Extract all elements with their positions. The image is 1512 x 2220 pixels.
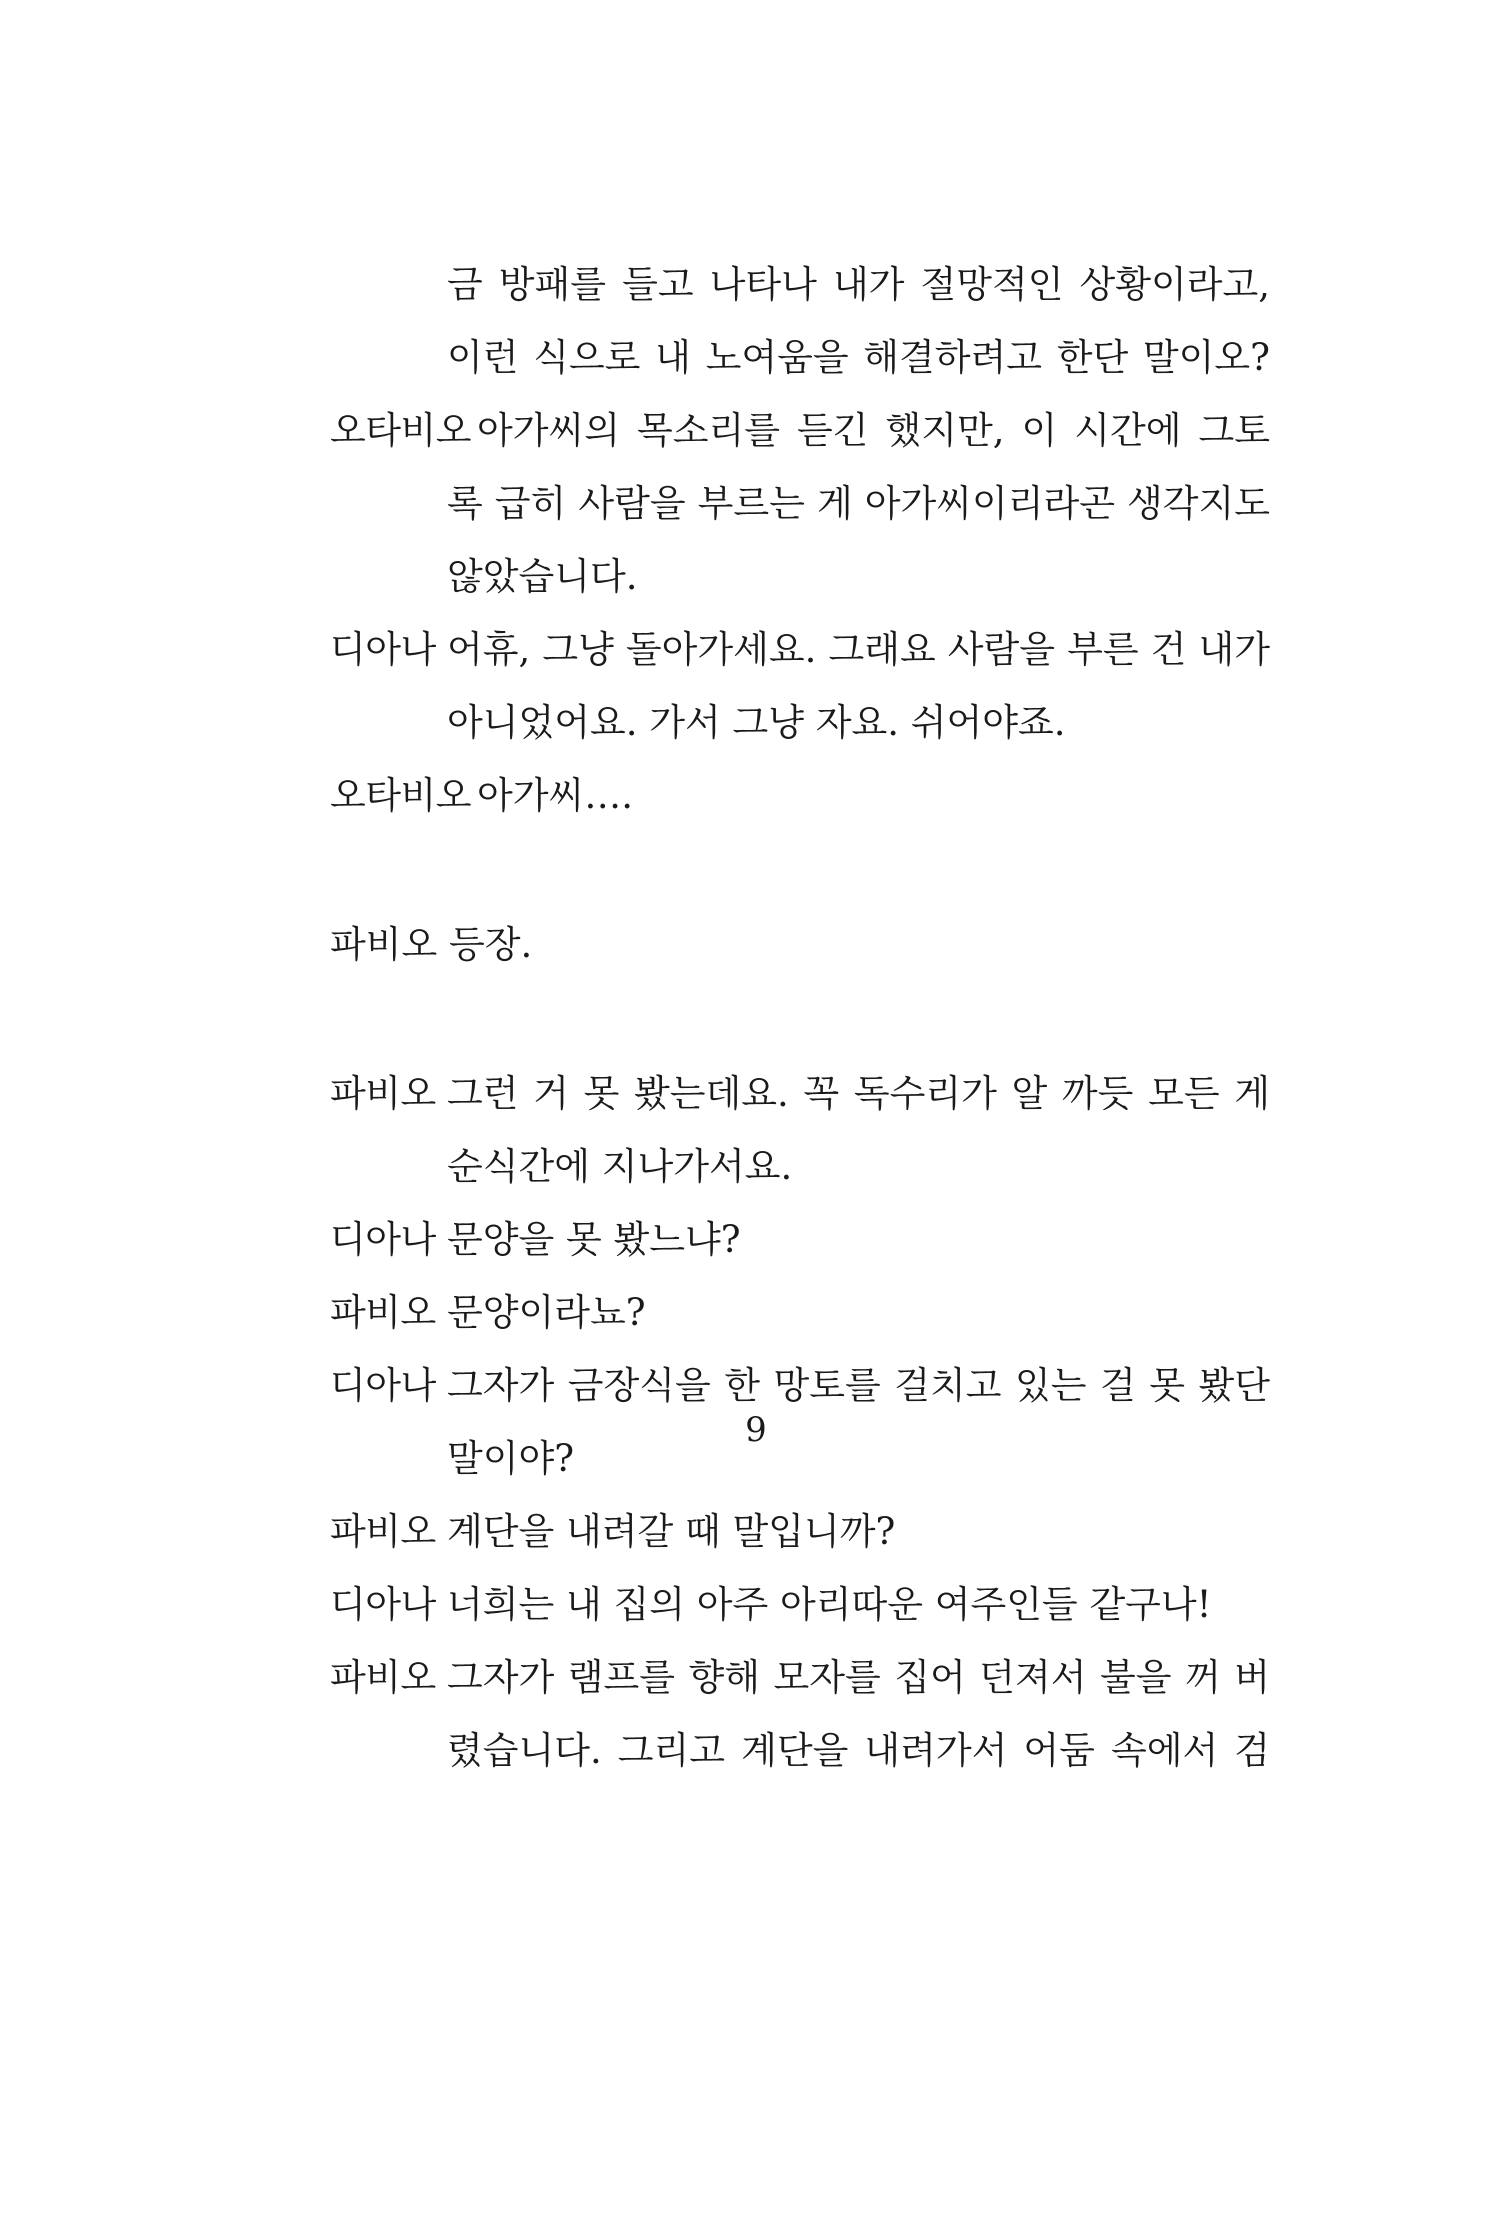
speech-text: 그자가 금장식을 한 망토를 걸치고 있는 걸 못 봤단 bbox=[447, 1364, 1270, 1407]
speaker-label: 파비오 bbox=[330, 1072, 436, 1115]
script-line bbox=[330, 248, 1270, 321]
speech-text: 어휴, 그냥 돌아가세요. 그래요 사람을 부른 건 내가 bbox=[447, 628, 1270, 671]
speech-text: 그런 거 못 봤는데요. 꼭 독수리가 알 까듯 모든 게 bbox=[447, 1072, 1270, 1115]
speaker-label: 디아나 bbox=[330, 1583, 436, 1626]
script-line bbox=[330, 686, 1270, 759]
speech-text: 계단을 내려갈 때 말입니까? bbox=[447, 1510, 896, 1553]
speaker-label: 오타비오 bbox=[330, 409, 471, 452]
script-line bbox=[330, 1276, 1270, 1349]
speaker-label: 디아나 bbox=[330, 1364, 436, 1407]
spacer bbox=[330, 832, 1270, 908]
script-line bbox=[330, 1568, 1270, 1641]
script-line bbox=[330, 759, 1270, 832]
script-line bbox=[330, 1714, 1270, 1787]
stage-direction: 파비오 등장. bbox=[330, 923, 533, 966]
speech-text: 아가씨…. bbox=[477, 774, 633, 817]
script-line bbox=[330, 1130, 1270, 1203]
speech-text: 문양을 못 봤느냐? bbox=[447, 1218, 741, 1261]
speech-text: 이런 식으로 내 노여움을 해결하려고 한단 말이오? bbox=[447, 336, 1270, 379]
speaker-label: 파비오 bbox=[330, 1291, 436, 1334]
script-line bbox=[330, 1203, 1270, 1276]
script-line bbox=[330, 613, 1270, 686]
speech-text: 순식간에 지나가서요. bbox=[447, 1145, 793, 1188]
page-number: 9 bbox=[745, 1410, 767, 1450]
speech-text: 렸습니다. 그리고 계단을 내려가서 어둠 속에서 검 bbox=[447, 1729, 1270, 1772]
script-line bbox=[330, 540, 1270, 613]
speaker-label: 오타비오 bbox=[330, 774, 471, 817]
speaker-label: 파비오 bbox=[330, 1656, 436, 1699]
script-line bbox=[330, 1495, 1270, 1568]
spacer bbox=[330, 981, 1270, 1057]
speech-text: 록 급히 사람을 부르는 게 아가씨이리라곤 생각지도 bbox=[447, 482, 1270, 525]
speech-text: 않았습니다. bbox=[447, 555, 638, 598]
script-line bbox=[330, 394, 1270, 467]
script-line bbox=[330, 1057, 1270, 1130]
speech-text: 아니었어요. 가서 그냥 자요. 쉬어야죠. bbox=[447, 701, 1066, 744]
speech-text: 말이야? bbox=[447, 1437, 575, 1480]
script-line bbox=[330, 1641, 1270, 1714]
speaker-label: 디아나 bbox=[330, 628, 436, 671]
speech-text: 너희는 내 집의 아주 아리따운 여주인들 같구나! bbox=[447, 1583, 1212, 1626]
speech-text: 문양이라뇨? bbox=[447, 1291, 646, 1334]
script-body bbox=[330, 248, 1270, 1787]
speech-text: 아가씨의 목소리를 듣긴 했지만, 이 시간에 그토 bbox=[477, 409, 1270, 452]
speaker-label: 디아나 bbox=[330, 1218, 436, 1261]
script-line bbox=[330, 467, 1270, 540]
speech-text: 그자가 램프를 향해 모자를 집어 던져서 불을 꺼 버 bbox=[447, 1656, 1270, 1699]
speaker-label: 파비오 bbox=[330, 1510, 436, 1553]
script-line bbox=[330, 321, 1270, 394]
speech-text: 금 방패를 들고 나타나 내가 절망적인 상황이라고, bbox=[447, 263, 1270, 306]
